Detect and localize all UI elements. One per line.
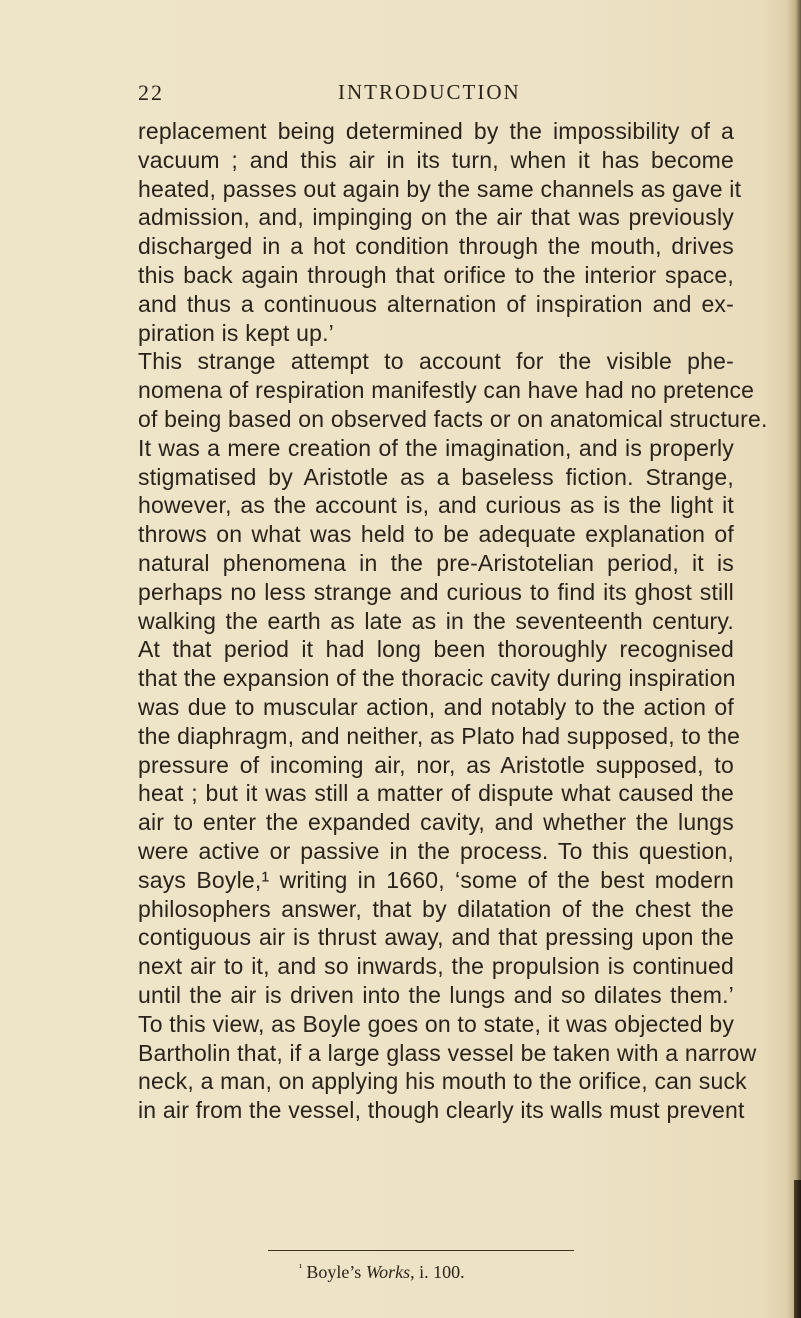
text-line: replacement being determined by the impossibility of a: [138, 118, 734, 144]
text-line: in air from the vessel, though clearly its walls must prevent: [138, 1097, 745, 1124]
text-line: heat ; but it was still a matter of dispute what caused the: [138, 780, 734, 807]
text-line: natural phenomena in the pre-Aristotelian period, it is: [138, 549, 734, 576]
text-line: discharged in a hot condition through the mouth, drives: [138, 233, 734, 260]
page-edge-binding: [794, 1180, 801, 1318]
text-line: Bartholin that, if a large glass vessel be taken with a narrow: [138, 1039, 757, 1066]
text-line: walking the earth as late as in the seventeenth century.: [138, 607, 734, 634]
text-line: perhaps no less strange and curious to find its ghost still: [138, 578, 734, 605]
page-number: 22: [138, 80, 164, 105]
text-line: of being based on observed facts or on anatomical structure.: [138, 405, 768, 432]
text-line: contiguous air is thrust away, and that pressing upon the: [138, 924, 734, 951]
footnote: [299, 1262, 465, 1283]
text-line: pressure of incoming air, nor, as Aristotle supposed, to: [138, 751, 734, 778]
footnote-mark: ¹: [299, 1262, 303, 1274]
footnote-divider: [268, 1250, 574, 1251]
text-line: neck, a man, on applying his mouth to the orifice, can suck: [138, 1068, 747, 1095]
text-line: At that period it had long been thoroughly recognised: [138, 636, 734, 663]
text-line: and thus a continuous alternation of inspiration and ex-: [138, 290, 734, 317]
page-header: [0, 80, 801, 110]
text-line: piration is kept up.’: [138, 319, 334, 346]
text-line: vacuum ; and this air in its turn, when it has become: [138, 146, 734, 173]
text-line: nomena of respiration manifestly can have had no pretence: [138, 377, 755, 404]
text-line: that the expansion of the thoracic cavity during inspiration: [138, 665, 736, 692]
footnote-reference: , i. 100.: [410, 1262, 465, 1282]
text-line: It was a mere creation of the imagination, and is properly: [138, 434, 734, 461]
text-line: admission, and, impinging on the air that was previously: [138, 204, 734, 231]
footnote-author: Boyle’s: [306, 1262, 362, 1282]
text-line: throws on what was held to be adequate explanation of: [138, 521, 734, 548]
text-line: until the air is driven into the lungs and so dilates them.’: [138, 981, 734, 1008]
text-line: the diaphragm, and neither, as Plato had supposed, to the: [138, 722, 741, 749]
text-line: this back again through that orifice to the interior space,: [138, 261, 734, 288]
text-line: were active or passive in the process. To this question,: [138, 837, 734, 864]
running-head: INTRODUCTION: [338, 80, 521, 104]
body-text: [138, 117, 768, 1125]
text-line: stigmatised by Aristotle as a baseless fiction. Strange,: [138, 463, 734, 490]
text-line: philosophers answer, that by dilatation of the chest the: [138, 895, 734, 922]
page-edge-shadow: [787, 0, 801, 1318]
text-line: This strange attempt to account for the visible phe-: [138, 348, 734, 375]
text-line: was due to muscular action, and notably to the action of: [138, 693, 734, 720]
text-line: however, as the account is, and curious as is the light it: [138, 492, 734, 519]
text-line: heated, passes out again by the same channels as gave it: [138, 175, 742, 202]
text-line: air to enter the expanded cavity, and whether the lungs: [138, 809, 734, 836]
footnote-work-title: Works: [365, 1262, 411, 1282]
text-line: says Boyle,¹ writing in 1660, ‘some of the best modern: [138, 866, 734, 893]
text-line: To this view, as Boyle goes on to state, it was objected by: [138, 1010, 735, 1037]
text-line: next air to it, and so inwards, the propulsion is continued: [138, 953, 734, 980]
